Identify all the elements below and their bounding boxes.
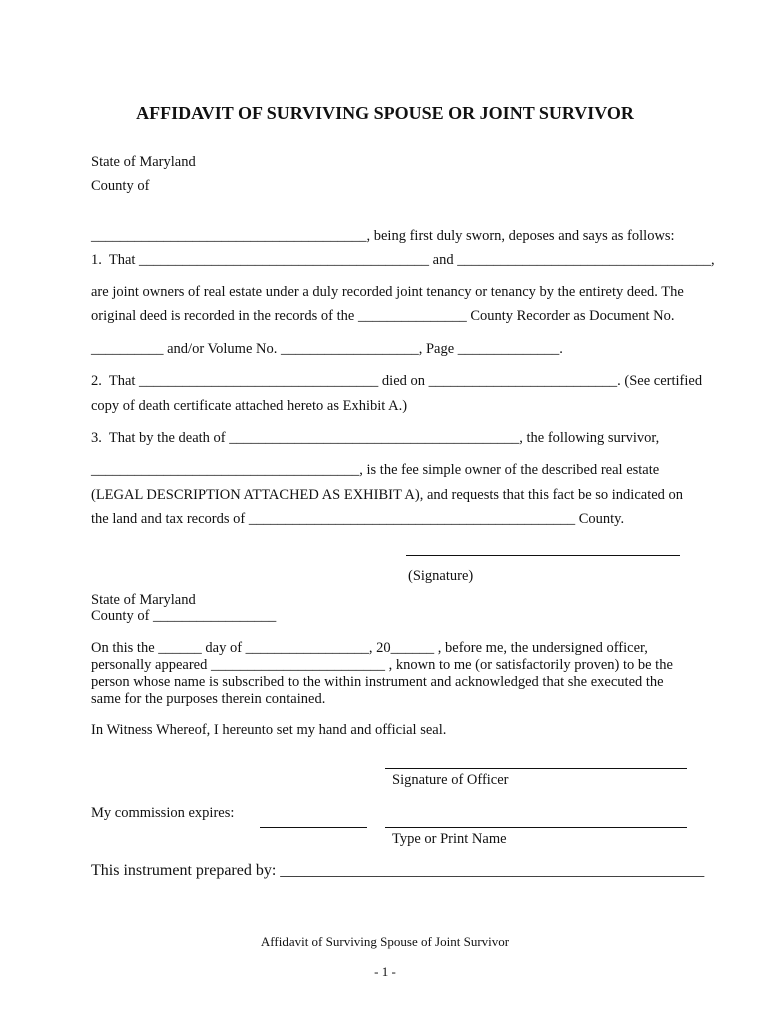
- footer-title: Affidavit of Surviving Spouse of Joint Survivor: [260, 934, 510, 949]
- sworn-statement: ______________________________________, being first duly sworn, deposes and says as follows:: [91, 228, 675, 244]
- commission-date-line: [260, 827, 367, 828]
- notary-paragraph-line: person whose name is subscribed to the within instrument and acknowledged that she executed the: [91, 674, 664, 690]
- notary-paragraph-line: same for the purposes therein contained.: [91, 691, 326, 707]
- item-1-line: 1. That ________________________________________ and ___________________________________,: [91, 252, 715, 268]
- signature-label: (Signature): [408, 568, 474, 584]
- item-2-body-line: copy of death certificate attached hereto as Exhibit A.): [91, 398, 408, 414]
- volume-line: __________ and/or Volume No. ___________________, Page ______________.: [91, 341, 563, 357]
- document-title: AFFIDAVIT OF SURVIVING SPOUSE OR JOINT SURVIVOR: [136, 103, 634, 123]
- prepared-by-line: This instrument prepared by: _____________________________________________________: [91, 862, 705, 879]
- land-records-line: the land and tax records of _____________________________________________ County.: [91, 511, 625, 527]
- item-1-body-line: are joint owners of real estate under a duly recorded joint tenancy or tenancy by the entirety deed. The: [91, 284, 684, 300]
- officer-signature-line: [385, 768, 687, 769]
- commission-label: My commission expires:: [91, 805, 235, 821]
- item-1-body-line: original deed is recorded in the records of the _______________ County Recorder as Document No.: [91, 308, 675, 324]
- state-line: State of Maryland: [91, 154, 196, 170]
- item-2-line: 2. That _________________________________ died on __________________________. (See certified: [91, 373, 703, 389]
- notary-paragraph-line: On this the ______ day of _________________, 20______ , before me, the undersigned officer,: [91, 640, 648, 656]
- state-line: State of Maryland: [91, 592, 196, 608]
- signature-line: [406, 555, 680, 556]
- notary-paragraph-line: personally appeared ________________________ , known to me (or satisfactorily proven) to be the: [91, 657, 673, 673]
- item-3-line: 3. That by the death of ________________________________________, the following survivor,: [91, 430, 660, 446]
- page-number: - 1 -: [374, 964, 396, 979]
- witness-line: In Witness Whereof, I hereunto set my hand and official seal.: [91, 722, 447, 738]
- county-line: County of: [91, 178, 150, 194]
- legal-description-line: (LEGAL DESCRIPTION ATTACHED AS EXHIBIT A), and requests that this fact be so indicated on: [91, 487, 684, 503]
- officer-signature-label: Signature of Officer: [392, 772, 509, 788]
- print-name-label: Type or Print Name: [392, 831, 507, 847]
- survivor-line: _____________________________________, is the fee simple owner of the described real estate: [91, 462, 660, 478]
- print-name-line: [385, 827, 687, 828]
- county-line: County of _________________: [91, 608, 277, 624]
